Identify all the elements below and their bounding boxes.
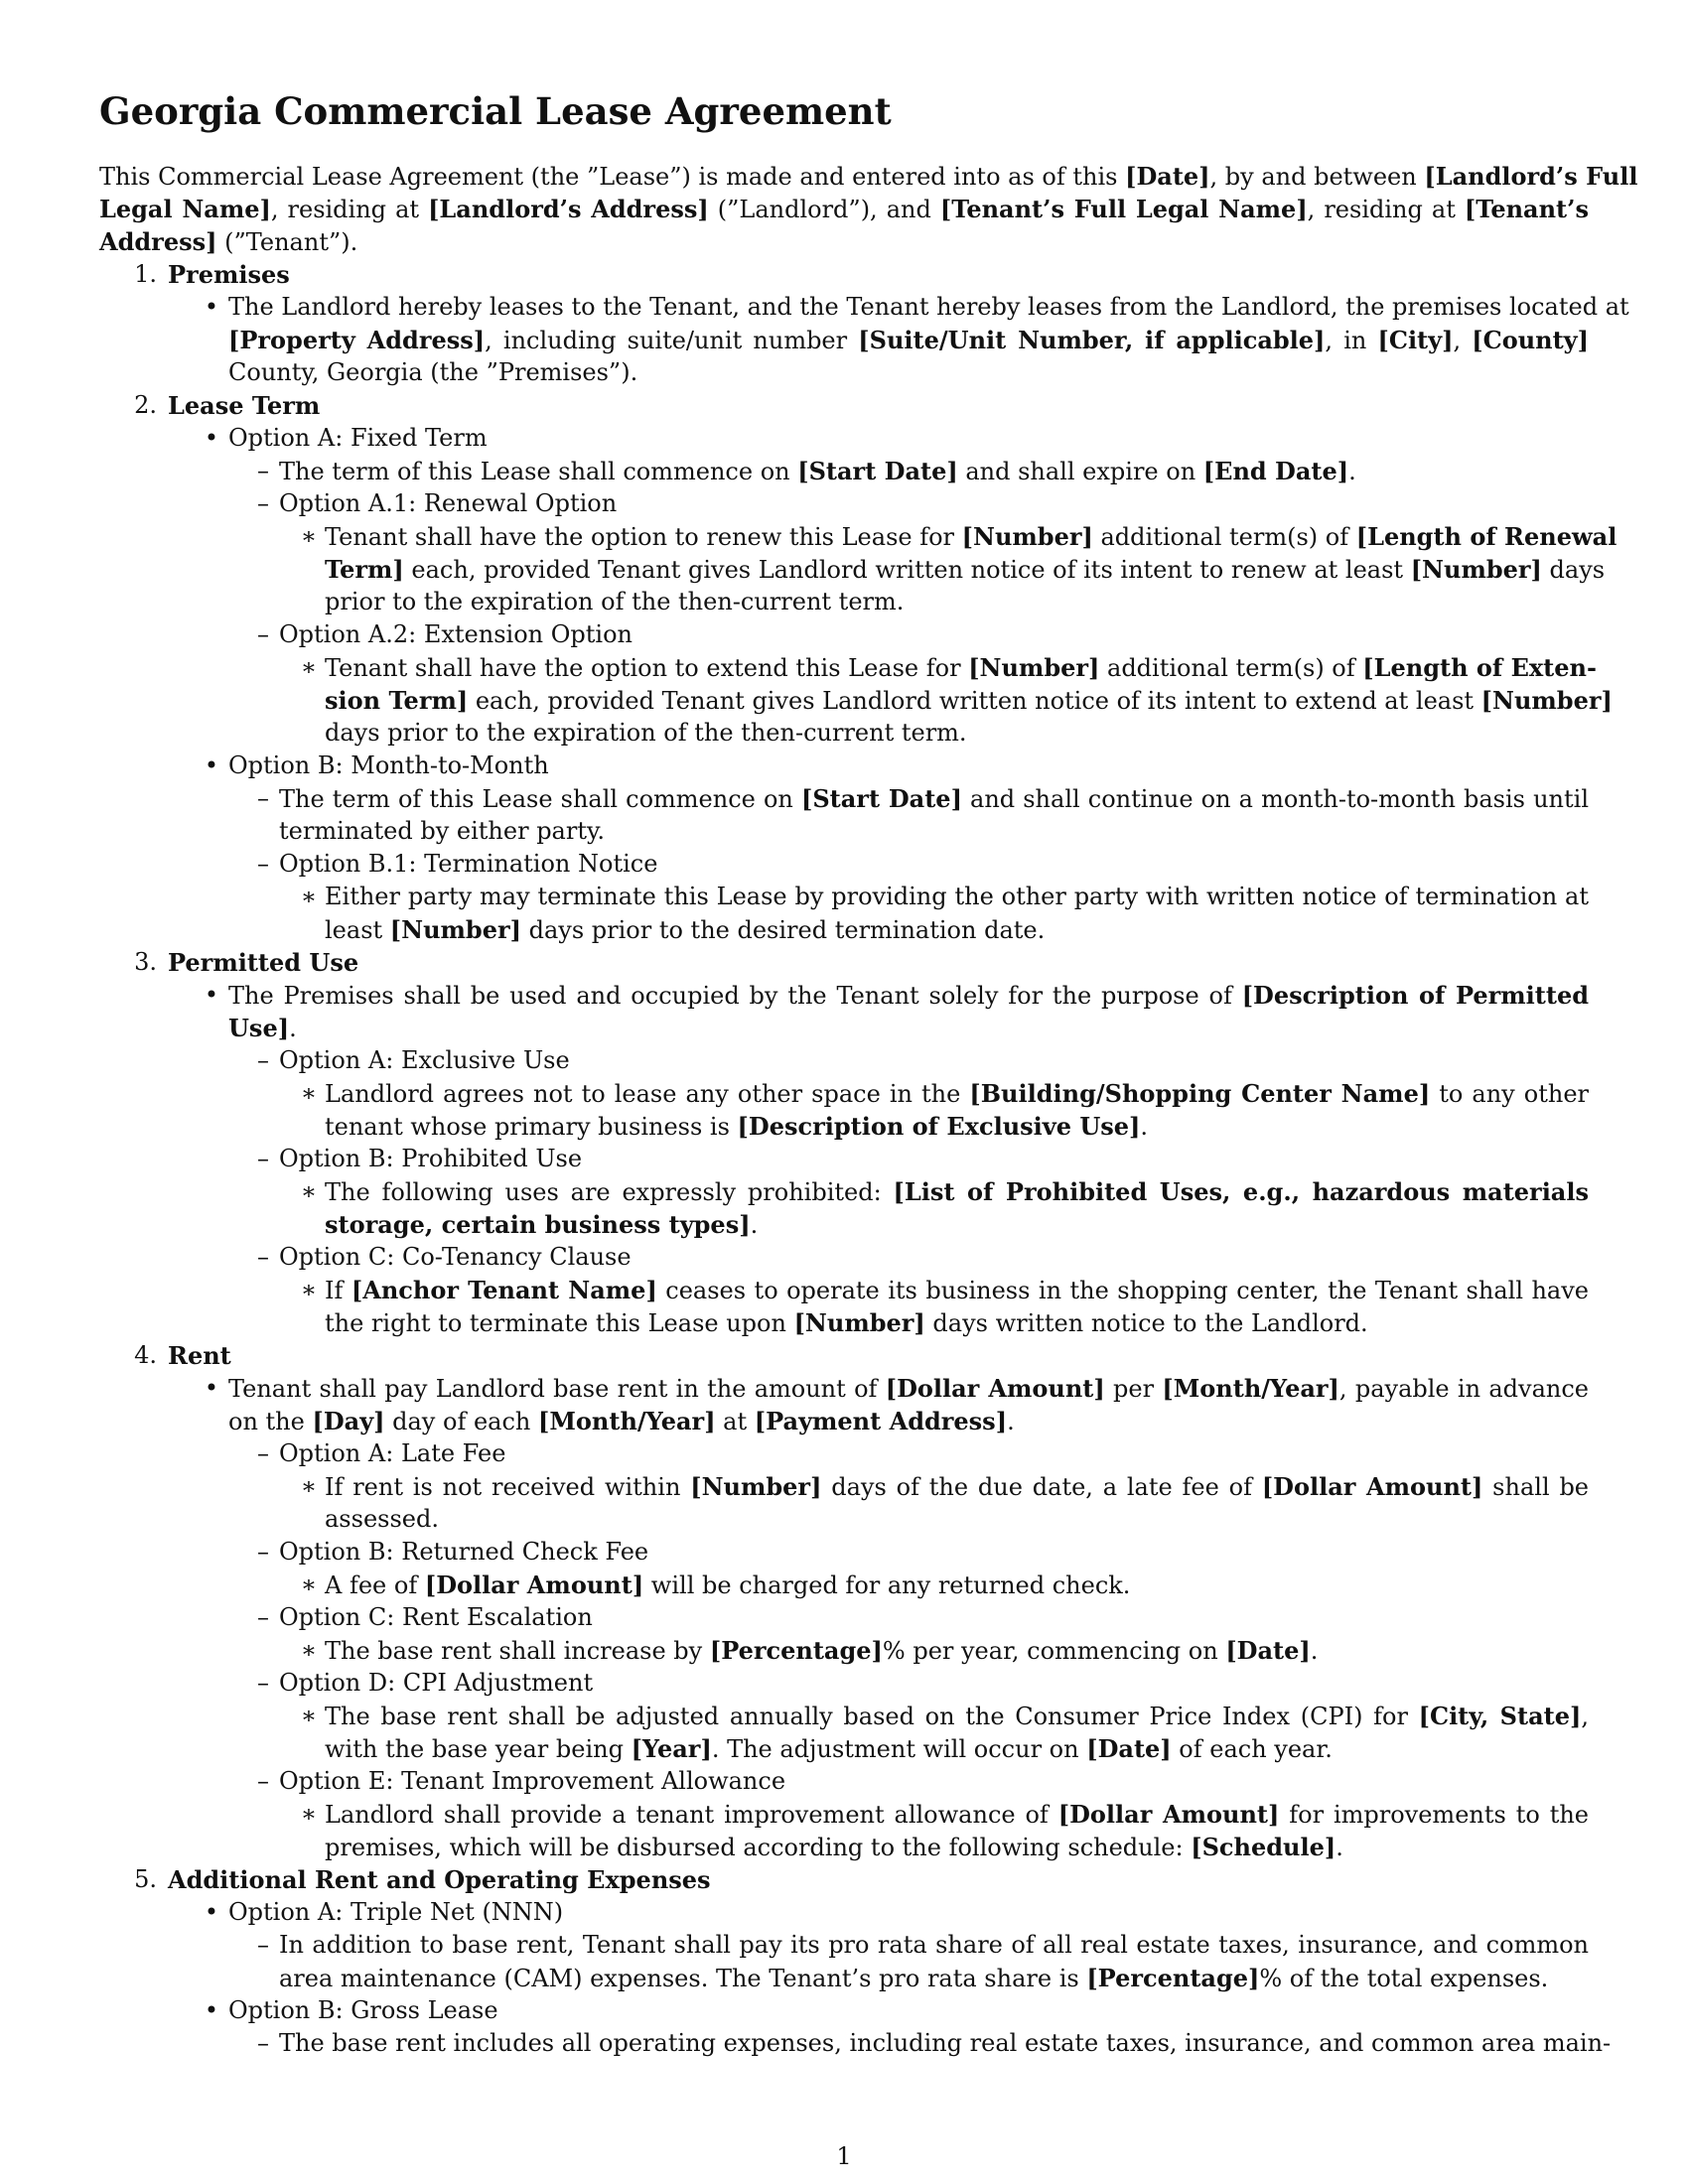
document-title: Georgia Commercial Lease Agreement	[99, 89, 892, 133]
text-line: Option B.1: Termination Notice	[279, 850, 658, 878]
text-line: Option A: Fixed Term	[228, 424, 488, 452]
text-line: the right to terminate this Lease upon [Number] days written notice to the Landlord.	[325, 1308, 1368, 1337]
text-line: Option B: Month-to-Month	[228, 751, 549, 779]
text-line: Option A: Triple Net (NNN)	[228, 1898, 564, 1926]
text-line: Option A: Late Fee	[279, 1439, 506, 1467]
text-line: Option C: Co-Tenancy Clause	[279, 1243, 632, 1271]
text-line: Permitted Use	[168, 948, 359, 977]
asterisk-marker: ∗	[300, 1800, 317, 1828]
dash-marker: –	[257, 1931, 269, 1959]
asterisk-marker: ∗	[300, 653, 317, 681]
text-line: area maintenance (CAM) expenses. The Tenant’s pro rata share is [Percentage]% of the total expenses.	[279, 1964, 1549, 1992]
text-line: premises, which will be disbursed according to the following schedule: [Schedule].	[325, 1833, 1343, 1861]
dash-marker: –	[257, 1046, 269, 1074]
text-line: Legal Name], residing at [Landlord’s Address] (”Landlord”), and [Tenant’s Full Legal Name], residing at [Tenant’s	[99, 195, 1590, 223]
text-line: The base rent shall be adjusted annually based on the Consumer Price Index (CPI) for [City, State],	[325, 1702, 1590, 1730]
text-line: Option A: Exclusive Use	[279, 1046, 570, 1074]
text-line: tenant whose primary business is [Description of Exclusive Use].	[325, 1112, 1149, 1141]
dash-marker: –	[257, 2029, 269, 2057]
bullet-marker: •	[204, 1374, 218, 1402]
text-line: on the [Day] day of each [Month/Year] at [Payment Address].	[228, 1407, 1015, 1435]
text-line: The following uses are expressly prohibited: [List of Prohibited Uses, e.g., hazardous materials	[325, 1177, 1589, 1206]
page-number: 1	[836, 2142, 852, 2170]
text-line: prior to the expiration of the then-current term.	[325, 588, 905, 615]
text-line: Landlord agrees not to lease any other space in the [Building/Shopping Center Name] to any other	[325, 1079, 1590, 1108]
text-line: Lease Term	[168, 391, 321, 420]
text-line: Option B: Returned Check Fee	[279, 1538, 649, 1566]
text-line: Tenant shall have the option to renew this Lease for [Number] additional term(s) of [Length of Renewal	[325, 522, 1618, 551]
text-line: Additional Rent and Operating Expenses	[168, 1865, 711, 1894]
dash-marker: –	[257, 1243, 269, 1271]
text-line: Option B: Prohibited Use	[279, 1145, 583, 1172]
text-line: A fee of [Dollar Amount] will be charged for any returned check.	[325, 1570, 1131, 1599]
text-line: Option D: CPI Adjustment	[279, 1669, 594, 1697]
asterisk-marker: ∗	[300, 522, 317, 550]
text-line: Option A.2: Extension Option	[279, 620, 633, 648]
bullet-marker: •	[204, 293, 218, 321]
dash-marker: –	[257, 850, 269, 878]
text-line: Option E: Tenant Improvement Allowance	[279, 1767, 786, 1795]
text-line: Rent	[168, 1341, 231, 1370]
text-line: [Property Address], including suite/unit number [Suite/Unit Number, if applicable], in [City], [County]	[228, 326, 1589, 354]
text-line: If rent is not received within [Number] days of the due date, a late fee of [Dollar Amount] shall be	[325, 1472, 1590, 1501]
text-line: Term] each, provided Tenant gives Landlord written notice of its intent to renew at least [Number] days	[325, 555, 1606, 584]
bullet-marker: •	[204, 1996, 218, 2024]
asterisk-marker: ∗	[300, 1276, 317, 1303]
list-number: 2.	[134, 391, 157, 419]
asterisk-marker: ∗	[300, 1636, 317, 1664]
text-line: The Landlord hereby leases to the Tenant, and the Tenant hereby leases from the Landlord, the premises located at	[228, 293, 1629, 321]
asterisk-marker: ∗	[300, 1177, 317, 1205]
text-line: The base rent includes all operating expenses, including real estate taxes, insurance, and common area main-	[279, 2029, 1612, 2057]
bullet-marker: •	[204, 981, 218, 1009]
asterisk-marker: ∗	[300, 1570, 317, 1598]
text-line: least [Number] days prior to the desired termination date.	[325, 915, 1046, 944]
dash-marker: –	[257, 457, 269, 484]
asterisk-marker: ∗	[300, 1472, 317, 1500]
bullet-marker: •	[204, 424, 218, 452]
bullet-marker: •	[204, 751, 218, 779]
list-number: 1.	[134, 260, 157, 288]
list-number: 3.	[134, 948, 157, 976]
text-line: The term of this Lease shall commence on [Start Date] and shall expire on [End Date].	[279, 457, 1356, 485]
text-line: Tenant shall pay Landlord base rent in the amount of [Dollar Amount] per [Month/Year], payable in advance	[228, 1374, 1589, 1403]
text-line: The Premises shall be used and occupied by the Tenant solely for the purpose of [Description of Permitted	[228, 981, 1589, 1010]
asterisk-marker: ∗	[300, 1079, 317, 1107]
dash-marker: –	[257, 1538, 269, 1566]
text-line: assessed.	[325, 1505, 439, 1533]
text-line: Use].	[228, 1014, 297, 1042]
dash-marker: –	[257, 489, 269, 517]
text-line: Landlord shall provide a tenant improvement allowance of [Dollar Amount] for improvements to the	[325, 1800, 1590, 1829]
bullet-marker: •	[204, 1898, 218, 1926]
dash-marker: –	[257, 1145, 269, 1172]
text-line: Tenant shall have the option to extend this Lease for [Number] additional term(s) of [Length of Exten-	[325, 653, 1597, 682]
text-line: The base rent shall increase by [Percentage]% per year, commencing on [Date].	[325, 1636, 1319, 1665]
text-line: If [Anchor Tenant Name] ceases to operate its business in the shopping center, the Tenant shall have	[325, 1276, 1589, 1304]
text-line: Option A.1: Renewal Option	[279, 489, 618, 517]
text-line: Either party may terminate this Lease by providing the other party with written notice of termination at	[325, 883, 1589, 910]
text-line: The term of this Lease shall commence on [Start Date] and shall continue on a month-to-month basis until	[279, 784, 1589, 813]
list-number: 5.	[134, 1865, 157, 1893]
text-line: This Commercial Lease Agreement (the ”Lease”) is made and entered into as of this [Date], by and between [Landlord’s Full	[99, 162, 1638, 191]
dash-marker: –	[257, 1767, 269, 1795]
list-number: 4.	[134, 1341, 157, 1369]
text-line: with the base year being [Year]. The adjustment will occur on [Date] of each year.	[325, 1734, 1333, 1763]
text-line: In addition to base rent, Tenant shall pay its pro rata share of all real estate taxes, insurance, and common	[279, 1931, 1589, 1959]
dash-marker: –	[257, 1439, 269, 1467]
dash-marker: –	[257, 784, 269, 812]
text-line: Address] (”Tenant”).	[99, 227, 358, 256]
dash-marker: –	[257, 620, 269, 648]
text-line: Option C: Rent Escalation	[279, 1603, 593, 1631]
asterisk-marker: ∗	[300, 883, 317, 910]
text-line: days prior to the expiration of the then-current term.	[325, 719, 967, 747]
text-line: terminated by either party.	[279, 817, 605, 845]
text-line: sion Term] each, provided Tenant gives Landlord written notice of its intent to extend at least [Number]	[325, 686, 1613, 715]
text-line: storage, certain business types].	[325, 1210, 759, 1239]
text-line: Option B: Gross Lease	[228, 1996, 498, 2024]
text-line: Premises	[168, 260, 290, 289]
asterisk-marker: ∗	[300, 1702, 317, 1729]
dash-marker: –	[257, 1669, 269, 1697]
text-line: County, Georgia (the ”Premises”).	[228, 358, 638, 386]
dash-marker: –	[257, 1603, 269, 1631]
